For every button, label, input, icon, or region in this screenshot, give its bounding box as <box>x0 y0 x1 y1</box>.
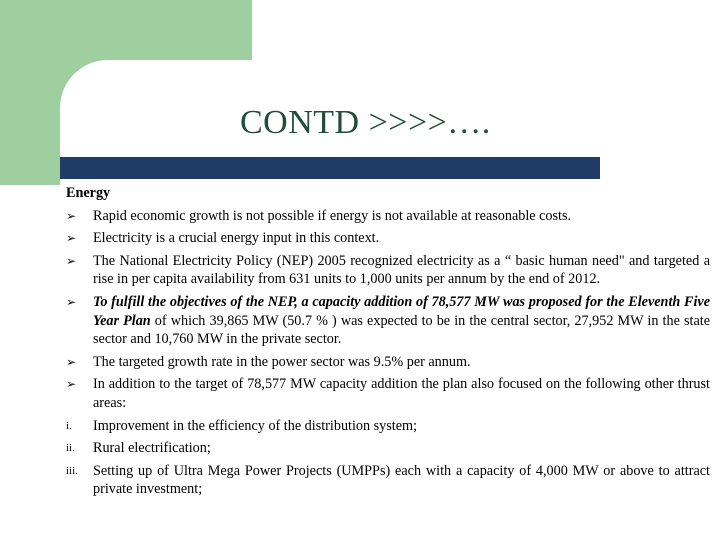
list-item-text: Rural electrification; <box>93 440 211 457</box>
list-item-text: of which 39,865 MW (50.7 % ) was expected to be in the central sector, 27,952 MW in the state sector and 10,760 MW in the private sector. <box>93 312 710 348</box>
list-item <box>66 375 710 412</box>
list-item-text: Rapid economic growth is not possible if energy is not available at reasonable costs. <box>93 207 572 224</box>
list-item-emphasis: To fulfill the objectives of the NEP, a capacity addition of 78,577 MW was proposed for the Eleventh Five Year Plan <box>93 293 710 329</box>
list-item <box>66 462 710 499</box>
arrowhead-bullet-icon: ➢ <box>66 377 77 392</box>
list-item <box>66 207 710 226</box>
list-item-text: Electricity is a crucial energy input in this context. <box>93 230 380 247</box>
list-item-text: Setting up of Ultra Mega Power Projects (UMPPs) each with a capacity of 4,000 MW or above to attract private investment; <box>93 462 710 498</box>
arrowhead-bullet-icon: ➢ <box>66 208 77 223</box>
bullet-list <box>66 207 710 499</box>
roman-numeral-marker: i. <box>66 419 72 432</box>
arrowhead-bullet-icon: ➢ <box>66 294 77 309</box>
list-item-text: Improvement in the efficiency of the distribution system; <box>93 417 418 434</box>
list-item-text: The targeted growth rate in the power sector was 9.5% per annum. <box>93 353 471 370</box>
list-item-text: The National Electricity Policy (NEP) 2005 recognized electricity as a “ basic human need" and targeted a rise in per capita availability from 631 units to 1,000 units per annum by the end of 2012. <box>93 252 710 288</box>
arrowhead-bullet-icon: ➢ <box>66 253 77 268</box>
slide-content <box>66 184 710 503</box>
roman-numeral-marker: ii. <box>66 442 75 455</box>
list-item-text: In addition to the target of 78,577 MW capacity addition the plan also focused on the following other thrust areas: <box>93 376 710 411</box>
list-item <box>66 417 710 436</box>
list-item <box>66 229 710 248</box>
slide-title: CONTD >>>>…. <box>240 104 491 141</box>
list-item <box>66 252 710 289</box>
arrowhead-bullet-icon: ➢ <box>66 231 77 246</box>
list-item <box>66 353 710 372</box>
list-item <box>66 293 710 349</box>
section-heading: Energy <box>66 185 111 201</box>
roman-numeral-marker: iii. <box>66 464 78 477</box>
list-item <box>66 439 710 458</box>
arrowhead-bullet-icon: ➢ <box>66 354 77 369</box>
decorative-blue-bar <box>60 157 600 179</box>
